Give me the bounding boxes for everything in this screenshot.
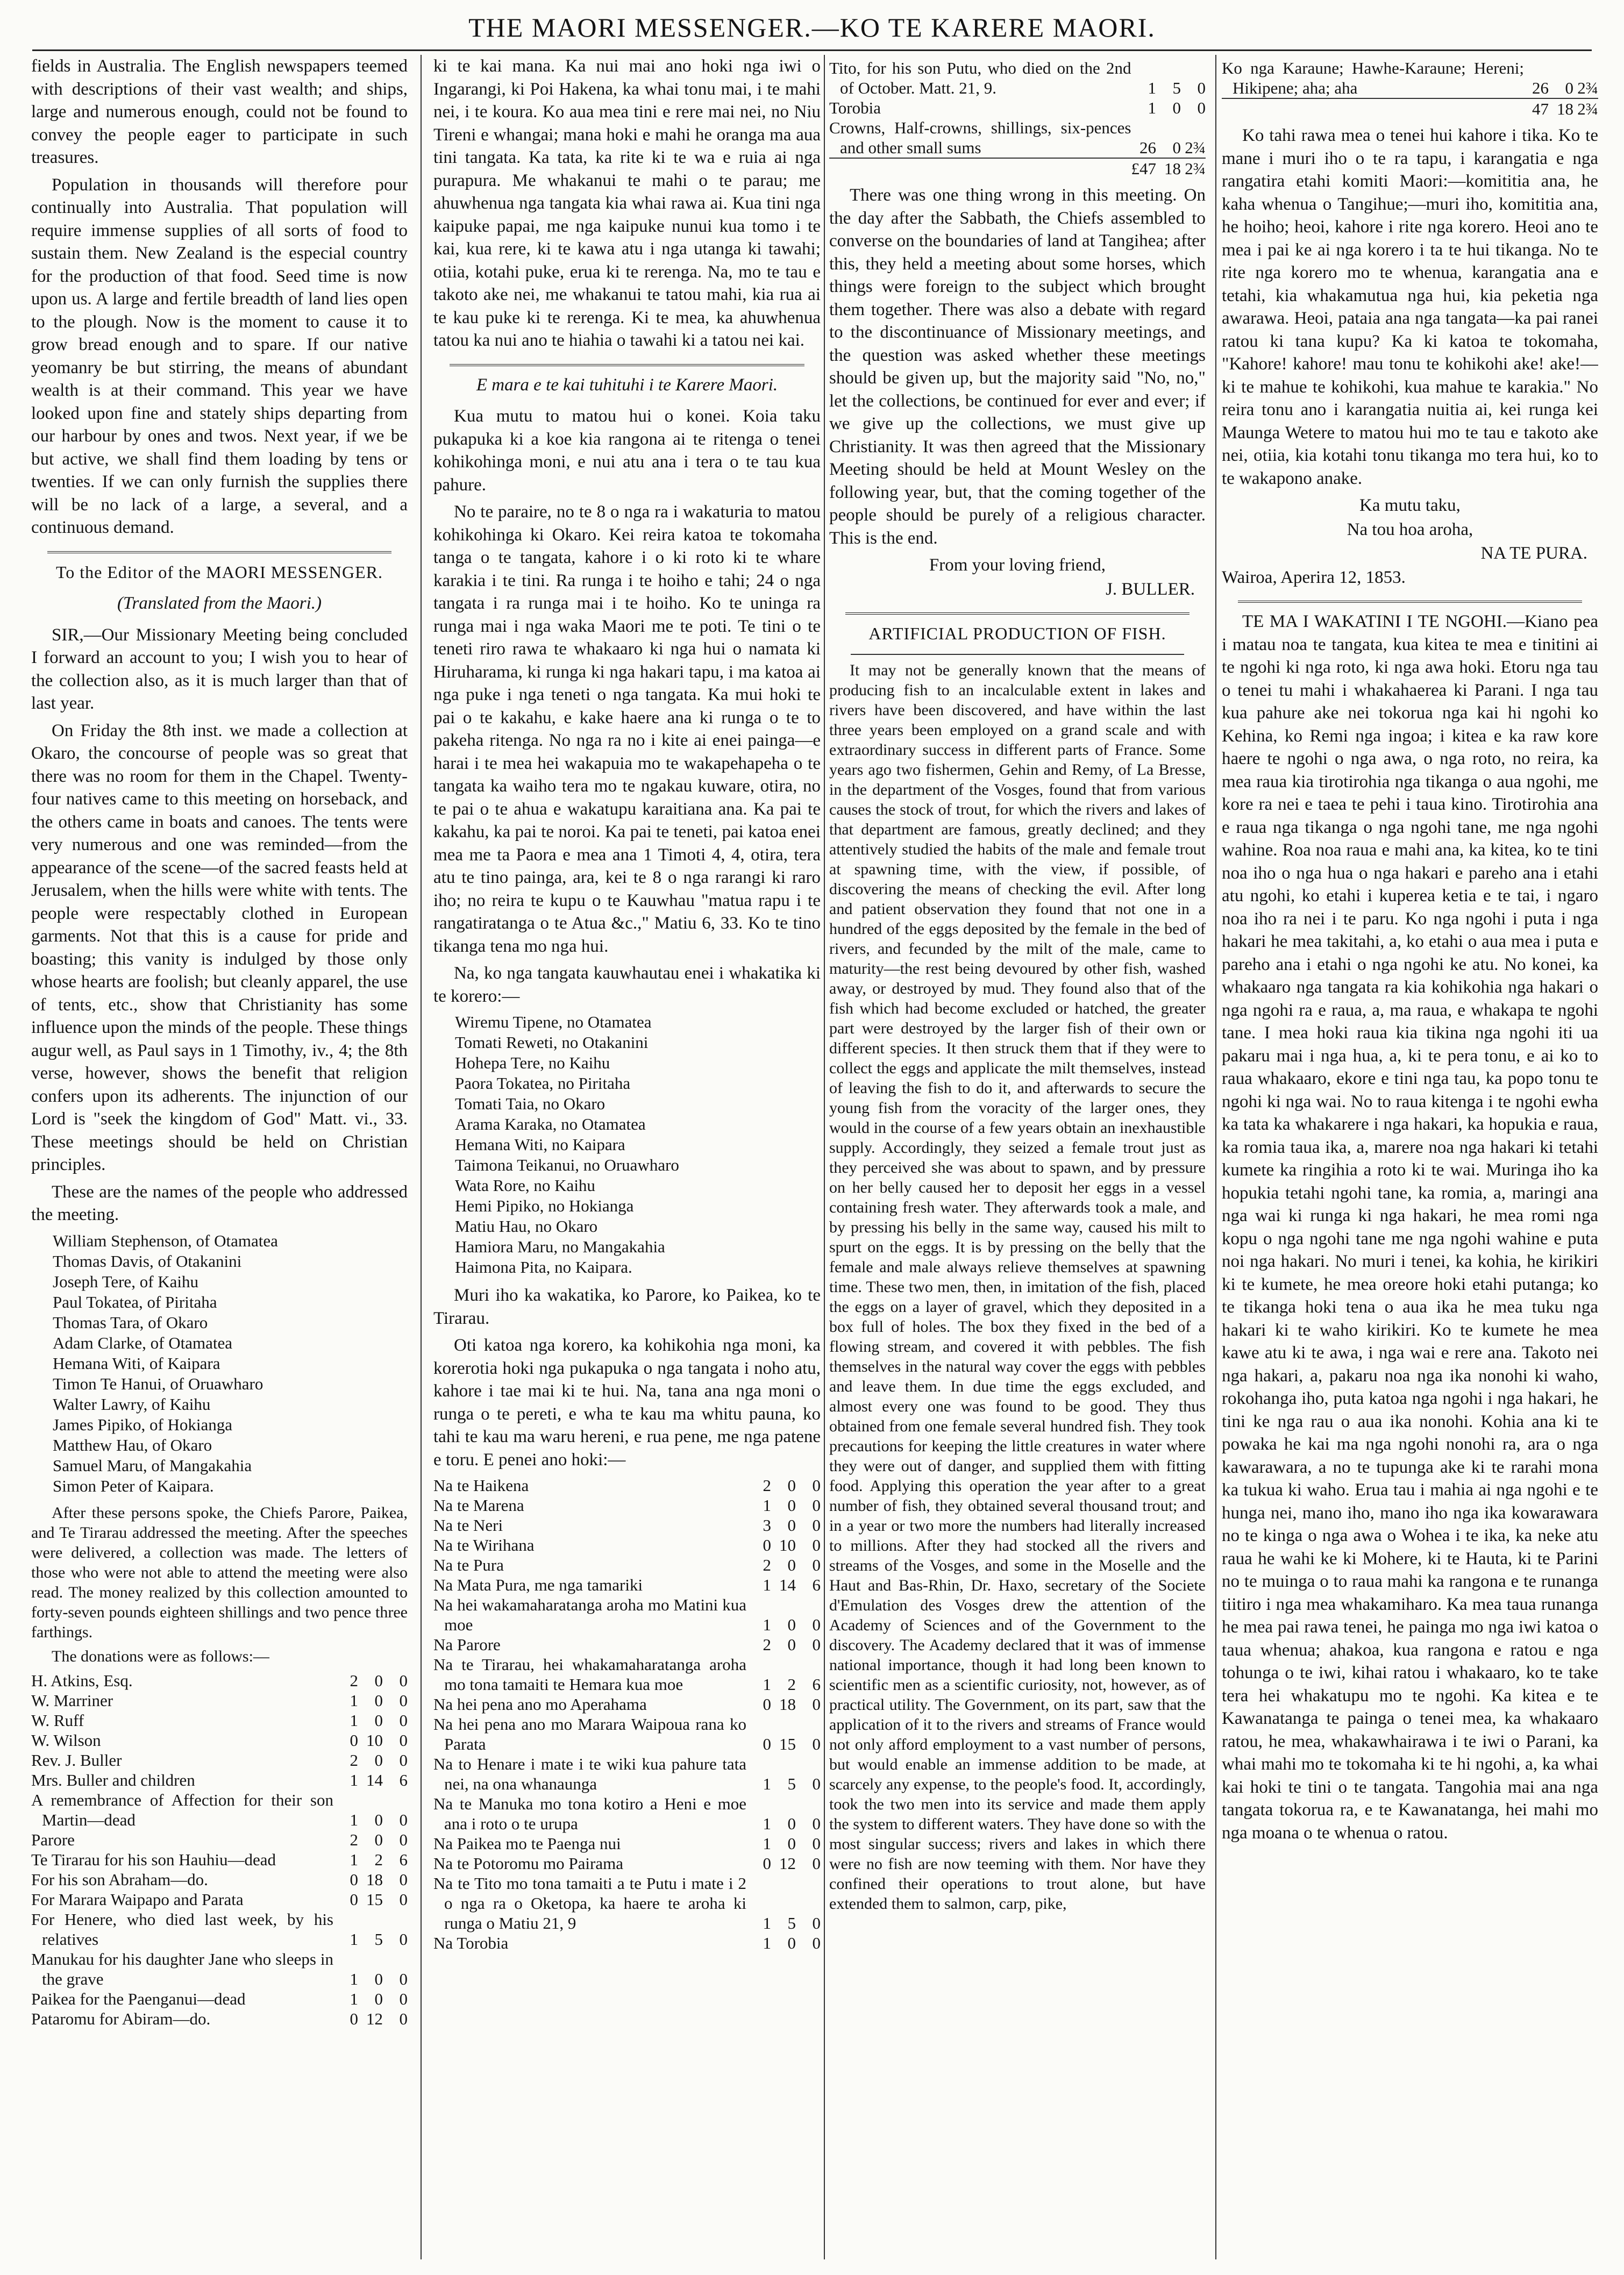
donor: W. Wilson [31, 1730, 101, 1750]
table-row [433, 1754, 821, 1794]
total-pounds: 47 [1524, 98, 1549, 119]
pounds: 2 [763, 1476, 771, 1495]
shillings: 5 [787, 1914, 796, 1932]
table-row [31, 1691, 408, 1710]
pounds: 1 [1148, 98, 1156, 117]
paragraph: Ko tahi rawa mea o tenei hui kahore i tika. Ko te mane i muri iho o te ra tapu, i karangatia e nga rangatira etahi komiti Maori:—komititia ana, he kaha whenua o Tangihue;—muri iho, komititia ana, he hoiho; heoi, kahore i rite nga korero. Heoi ano te mea i pai ke ai nga korero i ta te hui tikanga. No te rite nga korero mo te whenua, karangatia ana e tetahi, kia whakamutua nga hui, kia peketia nga awarawa. Heoi, pataia ana nga tangata—ka pai ranei ratou ki tana kupu? Ka ki katoa te tokomaha, "Kahore! kahore! mau tonu te kohikohi ake! ake!—ki te mahue te kohikohi, kua mahue te karakia." No reira tonu ano i karangatia nuitia ai, kei runga kei Maunga Wetere to matou hui mo te tau e takoto ake nei, otiia, kia kotahi tonu tikanga mo tera hui, ko to te wakapono anake. [1222, 126, 1598, 488]
pounds: 2 [350, 1750, 358, 1770]
speaker-name: Paul Tokatea, of Piritaha [53, 1292, 217, 1311]
table-row [1222, 58, 1598, 98]
donor: Na te Potoromu mo Pairama [433, 1854, 623, 1873]
total-row [829, 158, 1206, 179]
shillings: 0 [374, 1750, 383, 1770]
speaker-name: Joseph Tere, of Kaihu [53, 1272, 199, 1291]
donor: Na te Neri [433, 1516, 503, 1535]
donation-table [31, 1671, 408, 2029]
pounds: 1 [763, 1934, 771, 1952]
pence: 0 [812, 1496, 821, 1515]
section-rule [450, 364, 804, 366]
speaker-name: Samuel Maru, of Mangakahia [53, 1456, 252, 1475]
table-row [31, 1889, 408, 1909]
table-row [31, 1671, 408, 1691]
paragraph: ki te kai mana. Ka nui mai ano hoki nga iwi o Ingarangi, ki Poi Hakena, ka whai tonu mai, i te mahi nei, i te koura. Ko aua mea tini e rere mai nei, no Niu Tireni e whangai; mana hoki e mahi he oranga ma aua tini tangata. Ka tata, ka rite ki te wa e ruia ai nga purapura. Me whakanui te mahi o te parau; me ahuwhenua nga tangata kia whai rawa ai. Kua tini nga kaipuke papai, me nga kaipuke nunui kua tomo i te kai, kua rere, ki te kawa atu i nga utanga ki tawahi; otiia, kotahi puke, erua ki te rerenga. Na, mo te tau e takoto ake nei, me whakanui te tatou mahi, kia rua ai te kau puke ki te rerenga. Ki te mea, ka ahuwhenua tatou ka nui ano te hiahia o tawahi ki a tatou nei kai. [433, 56, 821, 350]
pence: 0 [399, 1889, 408, 1909]
pounds: 1 [1148, 79, 1156, 97]
shillings: 0 [787, 1635, 796, 1654]
donor: Paikea for the Paenganui—dead [31, 1989, 246, 2008]
donor: Na te Manuka mo tona kotiro a Heni e moe ana i roto o te urupa [433, 1794, 746, 1833]
table-row [433, 1535, 821, 1555]
total-shillings: 18 [1549, 98, 1573, 119]
table-row [433, 1654, 821, 1694]
speaker-name: Thomas Davis, of Otakanini [53, 1251, 242, 1271]
table-row [433, 1933, 821, 1953]
speaker-name: Hohepa Tere, no Kaihu [455, 1053, 610, 1072]
pounds: 26 [1139, 138, 1156, 157]
paragraph: After these persons spoke, the Chiefs Parore, Paikea, and Te Tirarau addressed the meeting. After the speeches were delivered, a collection was made. The letters of those who were not able to attend the meeting were also read. The money realized by this collection amounted to forty-seven pounds eighteen shillings and two pence three farthings. [31, 1503, 408, 1641]
column-4 [1222, 55, 1598, 2265]
table-row [829, 118, 1206, 158]
paragraph: Kua mutu to matou hui o konei. Koia taku pukapuka ki a koe kia rangona ai te ritenga o tenei kohikohinga moni, e nui atu ana i tera o te tau kua pahure. [433, 406, 821, 495]
paragraph: SIR,—Our Missionary Meeting being concluded I forward an account to you; I wish you to hear of the collection also, as it is much larger than that of last year. [31, 625, 408, 713]
donor: Mrs. Buller and children [31, 1770, 195, 1789]
table-row [433, 1575, 821, 1595]
table-row [433, 1694, 821, 1714]
pence: 0 [399, 1750, 408, 1770]
table-row [31, 1870, 408, 1889]
table-row [31, 1770, 408, 1790]
table-row [829, 58, 1206, 98]
donor: Tito, for his son Putu, who died on the 2nd of October. Matt. 21, 9. [829, 59, 1131, 97]
pounds: 0 [350, 1730, 358, 1750]
pounds: 1 [350, 1929, 358, 1949]
paragraph: The donations were as follows:— [52, 1647, 269, 1665]
shillings: 0 [1172, 138, 1181, 157]
paragraph: fields in Australia. The English newspapers teemed with descriptions of their vast wealth; and ships, large and numerous enough, could not be found to convey the people eager to participate in such treasures. [31, 56, 408, 167]
speaker-name: Tomati Reweti, no Otakanini [455, 1033, 649, 1052]
pounds: 2 [350, 1671, 358, 1690]
pence: 6 [399, 1770, 408, 1789]
pounds: 0 [350, 1889, 358, 1909]
signature: NA TE PURA. [1480, 544, 1587, 563]
speaker-name: Arama Karaka, no Otamatea [455, 1115, 646, 1133]
pounds: 1 [763, 1774, 771, 1793]
donor: Na to Henare i mate i te wiki kua pahure tata nei, na ona whanaunga [433, 1755, 746, 1793]
shillings: 0 [787, 1615, 796, 1634]
total-pence: 2¾ [1181, 158, 1206, 179]
column-2 [433, 55, 821, 2265]
pence: 0 [812, 1735, 821, 1753]
table-row [31, 1710, 408, 1730]
pounds: 0 [763, 1735, 771, 1753]
shillings: 0 [374, 1691, 383, 1710]
speaker-name: Matiu Hau, no Okaro [455, 1217, 598, 1236]
pence: 0 [399, 1870, 408, 1889]
shillings: 0 [374, 1830, 383, 1849]
paragraph: On Friday the 8th inst. we made a collection at Okaro, the concourse of people was so great that there was no room for them in the Chapel. Twenty-four natives came to this meeting on horseback, and the others came in boats and canoes. The tents were very numerous and one was reminded—from the appearance of the scene—of the sacred feasts held at Jerusalem, when the hills were white with tents. The people were respectably clothed in European garments. Not that this is a cause for pride and boasting; this vanity is indulged by those only whose hearts are foolish; but cleanly apparel, the use of tents, etc., show that Christianity has some influence upon the minds of the people. These things augur well, as Paul says in 1 Timothy, iv., 4; the 8th verse, however, shows the benefit that religion confers upon its adherents. The injunction of our Lord is "seek the kingdom of God" Matt. vi., 33. These meetings should be held on Christian principles. [31, 721, 408, 1174]
table-row [31, 1730, 408, 1750]
table-row [31, 1909, 408, 1949]
donor: Rev. J. Buller [31, 1750, 122, 1770]
speaker-name: Simon Peter of Kaipara. [53, 1476, 214, 1495]
shillings: 0 [374, 1810, 383, 1829]
pence: 0 [399, 1810, 408, 1829]
pence: 0 [812, 1476, 821, 1495]
pounds: 1 [350, 1989, 358, 2008]
donor: For Henere, who died last week, by his relatives [31, 1909, 333, 1949]
donor: Crowns, Half-crowns, shillings, six-pences and other small sums [829, 118, 1131, 157]
shillings: 2 [787, 1675, 796, 1694]
shillings: 0 [787, 1516, 796, 1535]
shillings: 14 [366, 1770, 383, 1789]
donor: Na Parore [433, 1635, 501, 1654]
signature: J. BULLER. [1106, 579, 1195, 599]
speaker-name: Hamiora Maru, no Mangakahia [455, 1237, 665, 1256]
speaker-name: Haimona Pita, no Kaipara. [455, 1258, 632, 1276]
section-rule [845, 612, 1189, 615]
donor: For Marara Waipapo and Parata [31, 1889, 244, 1909]
table-row [433, 1714, 821, 1754]
shillings: 0 [787, 1814, 796, 1833]
paragraph: Population in thousands will therefore pour continually into Australia. That population will require immense supplies of all sorts of food to sustain them. New Zealand is the especial country for the production of that food. Seed time is now upon us. A large and fertile breadth of land lies open to the plough. Now is the moment to cause it to grow bread enough and to spare. If our native yeomanry be but stirring, the means of abundant wealth is at their command. This year we have looked upon fine and stately ships departing from our harbour by ones and twos. Next year, if we be but active, we shall find them loading by tens or twenties. If we can only furnish the supplies there will be no lack of a large, a several, and a continuous demand. [31, 175, 408, 537]
shillings: 0 [374, 1671, 383, 1690]
donor: Na Paikea mo te Paenga nui [433, 1834, 621, 1853]
speaker-list [53, 1231, 408, 1496]
shillings: 0 [1565, 79, 1573, 97]
pence: 0 [399, 1691, 408, 1710]
paragraph: Na, ko nga tangata kauwhautau enei i whakatika ki te korero:— [433, 964, 821, 1006]
column-1 [31, 55, 408, 2265]
speaker-name: Hemana Witi, no Kaipara [455, 1135, 625, 1154]
shillings: 5 [1172, 79, 1181, 97]
paragraph: It may not be generally known that the means of producing fish to an incalculable extent in lakes and rivers have been discovered, and have within the last three years been employed on a grand scale and with extraordinary success in different parts of France. Some years ago two fishermen, Gehin and Remy, of La Bresse, in the department of the Vosges, found that from various causes the stock of trout, for which the rivers and lakes of that department are famous, greatly declined; and they attentively studied the habits of the male and female trout at spawning time, with the view, if possible, of discovering the means of checking the evil. After long and patient observation they found that not one in a hundred of the eggs deposited by the female in the bed of rivers, and fecunded by the milt of the male, came to maturity—the rest being devoured by other fish, washed away, or destroyed by mud. They found also that of the fish which had become excluded or hatched, the greater part were destroyed by the larger fish of their own or different species. It then struck them that if they were to collect the eggs and applicate the milt themselves, instead of leaving the fish to do it, and afterwards to secure the young fish from the voracity of the larger ones, they would in the course of a few years obtain an inexhaustible supply. Accordingly, they seized a female trout just as they perceived she was about to spawn, and by pressure on her belly caused her to deposit her eggs in a vessel containing fresh water. They afterwards took a male, and by pressing his belly in the same way, caused his milt to spurt on the eggs. It is by pressing on the belly that the female and male always relieve themselves at spawning time. These two men, then, in imitation of the fish, placed the eggs on a layer of gravel, which they deposited in a box full of holes. The box they fixed in the bed of a flowing stream, and covered it with pebbles. The fish themselves in the natural way cover the eggs with pebbles and leave them. In due time the eggs excluded, and almost every one was found to be good. They thus obtained from one female several hundred fish. They took precautions for keeping the little creatures in water where they were out of danger, and supplied them with fitting food. Applying this operation the year after to a great number of fish, they obtained several thousand trout; and in a year or two more the numbers had literally increased to millions. After they had stocked all the rivers and streams of the Vosges, and some in the Moselle and the Haut and Bas-Rhin, Dr. Haxo, secretary of the Societe d'Emulation des Vosges drew the attention of the Academy of Sciences and of the Government to the discovery. The Academy declared that it was of immense national importance, though it had long been known to scientific men as a scientific curiosity, not, however, as of practical utility. The Government, on its part, saw that the application of it to the rivers and streams of France would not only afford employment to a vast number of persons, but would enable an immense addition to be made, at scarcely any expense, to the people's food. It, accordingly, took the two men into its service and made them apply the system to different waters. They have done so with the most singular success; rivers and lakes in which there were no fish are now teeming with them. Nor have they confined their operations to trout alone, but have extended them to salmon, carp, pike, [829, 661, 1206, 1913]
speaker-name: Timon Te Hanui, of Oruawharo [53, 1374, 263, 1393]
shillings: 12 [366, 2009, 383, 2028]
donor: Na Mata Pura, me nga tamariki [433, 1575, 643, 1594]
shillings: 5 [787, 1774, 796, 1793]
donor: Na te Marena [433, 1496, 524, 1515]
table-row [433, 1853, 821, 1873]
column-divider [824, 55, 825, 2259]
donor: W. Ruff [31, 1710, 84, 1730]
total-row [1222, 98, 1598, 119]
speaker-name: Wiremu Tipene, no Otamatea [455, 1012, 652, 1031]
signoff: From your loving friend, [929, 555, 1106, 575]
pounds: 2 [763, 1635, 771, 1654]
shillings: 15 [366, 1889, 383, 1909]
place-date: Wairoa, Aperira 12, 1853. [1222, 567, 1406, 587]
column-3 [829, 55, 1206, 2265]
table-row [433, 1834, 821, 1853]
column-divider [1215, 55, 1216, 2259]
donor: Ko nga Karaune; Hawhe-Karaune; Hereni; Hikipene; aha; aha [1222, 59, 1524, 97]
speaker-name: Taimona Teikanui, no Oruawharo [455, 1156, 679, 1174]
shillings: 18 [779, 1695, 796, 1714]
shillings: 18 [366, 1870, 383, 1889]
pence: 0 [399, 1730, 408, 1750]
pounds: 1 [350, 1810, 358, 1829]
donor: Na te Wirihana [433, 1536, 535, 1554]
pounds: 1 [763, 1814, 771, 1833]
shillings: 0 [787, 1556, 796, 1574]
pounds: 1 [763, 1496, 771, 1515]
pence: 0 [812, 1914, 821, 1932]
pence: 0 [812, 1556, 821, 1574]
pence: 0 [812, 1615, 821, 1634]
pounds: 1 [350, 1770, 358, 1789]
donation-table [1222, 58, 1598, 119]
table-row [31, 1750, 408, 1770]
pounds: 0 [763, 1695, 771, 1714]
translation-note: (Translated from the Maori.) [117, 594, 322, 613]
pence: 2¾ [1577, 79, 1598, 97]
pounds: 1 [350, 1691, 358, 1710]
pence: 6 [812, 1575, 821, 1594]
pounds: 1 [350, 1710, 358, 1730]
total-pounds: £47 [1131, 159, 1156, 178]
table-row [31, 2009, 408, 2029]
shillings: 0 [787, 1834, 796, 1853]
pounds: 1 [763, 1675, 771, 1694]
donor: Na te Pura [433, 1556, 504, 1574]
table-row [433, 1475, 821, 1495]
table-row [31, 1830, 408, 1850]
pence: 0 [399, 1989, 408, 2008]
pounds: 1 [763, 1575, 771, 1594]
signoff: Na tou hoa aroha, [1347, 519, 1473, 539]
pounds: 2 [350, 1830, 358, 1849]
donor: H. Atkins, Esq. [31, 1671, 133, 1690]
pence: 0 [812, 1536, 821, 1554]
pounds: 0 [763, 1536, 771, 1554]
table-row [433, 1515, 821, 1535]
pence: 6 [812, 1675, 821, 1694]
donor: Na te Tirarau, hei whakamaharatanga aroha mo tona tamaiti te Hemara kua moe [433, 1655, 746, 1694]
table-row [433, 1595, 821, 1635]
donation-table [829, 58, 1206, 179]
pence: 0 [812, 1635, 821, 1654]
pence: 0 [812, 1814, 821, 1833]
pounds: 0 [350, 2009, 358, 2028]
paragraph: These are the names of the people who addressed the meeting. [31, 1182, 408, 1224]
donor: Na te Haikena [433, 1476, 529, 1495]
pence: 0 [399, 1671, 408, 1690]
pence: 0 [812, 1934, 821, 1952]
table-row [433, 1635, 821, 1654]
speaker-name: Thomas Tara, of Okaro [53, 1313, 208, 1332]
donor: Na hei pena ano mo Marara Waipoua rana ko Parata [433, 1715, 746, 1753]
section-rule [47, 551, 391, 553]
speaker-name: William Stephenson, of Otamatea [53, 1231, 278, 1250]
pounds: 26 [1532, 79, 1549, 97]
pence: 0 [812, 1516, 821, 1535]
shillings: 0 [787, 1934, 796, 1952]
pence: 0 [1197, 79, 1206, 97]
donor: Na Torobia [433, 1934, 509, 1952]
pence: 0 [812, 1695, 821, 1714]
masthead-title: THE MAORI MESSENGER.—KO TE KARERE MAORI. [468, 12, 1156, 42]
donor: Na hei pena ano mo Aperahama [433, 1695, 647, 1714]
signoff: Ka mutu taku, [1359, 496, 1461, 515]
table-row [31, 1850, 408, 1870]
table-row [433, 1794, 821, 1834]
speaker-name: James Pipiko, of Hokianga [53, 1415, 233, 1434]
paragraph: TE MA I WAKATINI I TE NGOHI.—Kiano pea i matau noa te tangata, kua kitea te mea e tinitini ai te ngohi ki nga roto, ki nga awa hoki. Etoru nga tau o tenei tu mahi i whakahaerea ki Parani. I nga tau kua pahure ake nei tokorua nga kai hi ngohi ko Kehina, ko Remi nga ingoa; i kitea e ka raw kore haere te ngohi o nga awa, o nga roto, no reira, ka mea raua kia tirotirohia nga tikanga o aua ngohi, me kore ra nei e taea te pehi i taua kino. Tirotirohia ana e raua nga tikanga o nga ngohi tane, me nga ngohi wahine. Roa noa raua e mahi ana, ka kitea, ko te tini noa iho o nga hua o nga hakari e pareho ana i etahi atu ngohi, ko etahi i kuperea ketia e te tai, i ngaro noa iho ra nei i te paru. Ko nga ngohi i puta i nga hakari he mea takitahi, a, ko etahi o aua mea i puta e pareho ana i etahi o nga ngohi ke atu. No konei, ka whakaaro nga tangata ra kia kohikohia nga hakari o nga ngohi ra e raua, a, ma raua, e whakapa te ngohi tane. I mea hoki raua kia tikina nga ngohi iti ua pakaru mai i nga hua, a, ki te pera tonu, e ai ko to raua whakaaro, ekore e tini nga tau, ka popo tonu te ngohi ki nga wai. No to raua kitenga i te ngohi ewha ka tata ka whakarere i nga hakari, ka hopukia e raua, ka romia taua ika, a, marere noa nga hakari ki tetahi kumete ka ringihia a roto ki te wai. Muringa iho ka hopukia tetahi ngohi tane, ka romia, a, maringi ana nga wai ki runga ki nga hakari, he mea romi nga kopu o nga ngohi tane me nga ngohi wahine e puta noi nga hakari. No muri i tenei, ka kohia, he kirikiri ki te kumete, he mea oreore hoki etahi putanga; ko te tikanga hoki tena o aua ika he mea tuku nga hakari ki te waho kirikiri. Ko te kumete he mea kawe atu ki te awa, i nga wai e rere ana. Takoto nei nga hakari, a, pakaru noa nga ika nonohi ki waho, rokohanga iho, puta katoa nga ngohi i nga hakari, he tini ke nga rau o aua ika nonohi. Kohia ana ki te powaka he kai ma nga ngohi nonohi ra, ara o nga kawarawara, a no te tupunga ake ki te rarahi mona ka tukua ki waho. Erua tau i mahia ai nga ngohi e te hunga nei, mano iho, mano iho nga ika kowarawara no te kinga o nga awa o Wohea i te ika, ka neke atu raua he wahi ke ki Mohere, ki te Hauta, ki te Parini no te muinga o to raua mahi ka rangona e te runanga tiitiro i nga mea whakamiharo. Ka mea taua runanga he mea pai rawa tenei, he painga mo nga iwi katoa o taua whenua; ahakoa, kua rangona e ratou e nga tohunga o te iwi, kihai ratou i whakaaro, ko te take tera hei whakatupu mo te ngohi. Ka kitea e te Kawanatanga te painga o tenei mea, ka whakaaro ratou, he mea, whakawhairawa i te iwi o Parani, ka whai mahi mo te tokomaha ki te hi ngohi, a, ka whai kai hoki te tini o te tangata. Tangohia mai ana nga tangata tokorua ra, e te Kawanatanga, hei mahi mo nga moana o te whenua o ratou. [1222, 612, 1598, 1843]
donor: Torobia [829, 98, 881, 117]
pounds: 0 [763, 1854, 771, 1873]
section-rule [1238, 601, 1582, 603]
total-shillings: 18 [1156, 158, 1181, 179]
paragraph: No te paraire, no te 8 o nga ra i wakaturia to matou kohikohinga ki Okaro. Kei reira katoa te tokomaha tanga o te tangata, kahore i o ki roto ki te whare karakia i te tini. Ra runga i te hoiho e tahi; 24 o nga tangata i ra runga mai i te hoiho. Ko te uninga ra runga mai i nga waka Maori me te poti. Te tini o te teneti riro rawa te whakaaro ki nga hui o namata ki Hiruharama, ki runga ki nga hakari tapu, i ma katoa ai nga puke i nga teneti o nga tangata. Ka mui hoki te pai o te kakahu, e kake haere ana ki runga o te to pakeha ritenga. No nga ra no i kite ai enei painga—e harai i te mea hei wakapuia mo te wakapehapeha o te tangata ka waiho tera mo te ngakau kuware, otira, no te pai o te ahua e wakatupu karaitiana ana. Ka pai te kakahu, ka pai te noroi. Ka pai te teneti, pai katoa enei mea me ta Paora e mea ana 1 Timoti 4, 4, otira, tera atu te tino painga, ara, kei te 8 o nga rarangi ki raro iho; no reira te kupu o te Kauwhau "matua rapu i te rangatiratanga o te Atua &c.," Matiu 6, 33. Ko te tino tikanga tena mo nga hui. [433, 502, 821, 956]
pence: 0 [399, 1969, 408, 1988]
shillings: 2 [374, 1850, 383, 1869]
shillings: 15 [779, 1735, 796, 1753]
donor: A remembrance of Affection for their son Martin—dead [31, 1790, 333, 1829]
table-row [433, 1495, 821, 1515]
pence: 0 [399, 2009, 408, 2028]
donor: Te Tirarau for his son Hauhiu—dead [31, 1850, 276, 1869]
shillings: 14 [779, 1575, 796, 1594]
speaker-name: Walter Lawry, of Kaihu [53, 1394, 211, 1414]
article-heading: ARTIFICIAL PRODUCTION OF FISH. [868, 624, 1166, 643]
pence: 2¾ [1185, 138, 1206, 157]
masthead-rule [32, 49, 1592, 51]
shillings: 12 [779, 1854, 796, 1873]
pounds: 2 [763, 1556, 771, 1574]
column-divider [421, 55, 422, 2259]
shillings: 0 [787, 1496, 796, 1515]
paragraph: There was one thing wrong in this meeting. On the day after the Sabbath, the Chiefs assembled to converse on the boundaries of land at Tangihea; after this, they held a meeting about some horses, which things were foreign to the subject which brought them together. There was also a debate with regard to the discontinuance of Missionary meetings, and the question was asked whether these meetings should be given up, but the majority said "No, no," let the collections, be continued for ever and ever; if we give up the collections, we must give up Christianity. It was then agreed that the Missionary Meeting should be held at Mount Wesley on the following year, but, that the coming together of the people should be purely of a religious character. This is the end. [829, 186, 1206, 548]
donation-table [433, 1475, 821, 1953]
heading-rule [851, 654, 1184, 655]
donor: Parore [31, 1830, 75, 1849]
table-row [829, 98, 1206, 118]
shillings: 0 [374, 1989, 383, 2008]
shillings: 0 [787, 1476, 796, 1495]
pence: 0 [399, 1830, 408, 1849]
speaker-name: Hemi Pipiko, no Hokianga [455, 1196, 634, 1215]
donor: Na te Tito mo tona tamaiti a te Putu i mate i 2 o nga ra o Oketopa, ka haere te aroha ki runga o Matiu 21, 9 [433, 1874, 746, 1932]
table-row [31, 1790, 408, 1830]
speaker-name: Wata Rore, no Kaihu [455, 1176, 595, 1195]
pence: 0 [812, 1834, 821, 1853]
total-pence: 2¾ [1573, 98, 1598, 119]
pounds: 1 [763, 1914, 771, 1932]
shillings: 0 [1172, 98, 1181, 117]
shillings: 0 [374, 1710, 383, 1730]
shillings: 0 [374, 1969, 383, 1988]
shillings: 5 [374, 1929, 383, 1949]
donor: Pataromu for Abiram—do. [31, 2009, 211, 2028]
pounds: 1 [763, 1615, 771, 1634]
pounds: 1 [350, 1969, 358, 1988]
speaker-name: Hemana Witi, of Kaipara [53, 1353, 220, 1373]
speaker-list [455, 1012, 821, 1278]
table-row [433, 1873, 821, 1933]
pence: 0 [812, 1774, 821, 1793]
shillings: 10 [366, 1730, 383, 1750]
speaker-name: Matthew Hau, of Okaro [53, 1435, 212, 1454]
pounds: 0 [350, 1870, 358, 1889]
pence: 6 [399, 1850, 408, 1869]
pence: 0 [399, 1929, 408, 1949]
pence: 0 [812, 1854, 821, 1873]
pence: 0 [1197, 98, 1206, 117]
shillings: 10 [779, 1536, 796, 1554]
donor: Na hei wakamaharatanga aroha mo Matini kua moe [433, 1595, 746, 1634]
letter-heading: E mara e te kai tuhituhi i te Karere Maori. [476, 375, 778, 395]
table-row [31, 1989, 408, 2009]
speaker-name: Adam Clarke, of Otamatea [53, 1333, 232, 1352]
donor: Manukau for his daughter Jane who sleeps in the grave [31, 1949, 333, 1988]
speaker-name: Paora Tokatea, no Piritaha [455, 1074, 631, 1093]
pounds: 1 [763, 1834, 771, 1853]
speaker-name: Tomati Taia, no Okaro [455, 1094, 606, 1113]
donor: W. Marriner [31, 1691, 113, 1710]
paragraph: Oti katoa nga korero, ka kohikohia nga moni, ka korerotia hoki nga pukapuka o nga tangata i noho atu, kahore i tae mai ki te hui. Na, tana ana nga moni o runga o te pereti, e wha te kau ma whitu pauna, ko tahi te kau ma waru hereni, e rua pene, me nga patene e toru. E penei ano hoki:— [433, 1336, 821, 1470]
pence: 0 [399, 1710, 408, 1730]
paragraph: Muri iho ka wakatika, ko Parore, ko Paikea, ko te Tirarau. [433, 1286, 821, 1328]
letter-heading: To the Editor of the MAORI MESSENGER. [55, 562, 383, 582]
donor: For his son Abraham—do. [31, 1870, 208, 1889]
pounds: 3 [763, 1516, 771, 1535]
pounds: 1 [350, 1850, 358, 1869]
table-row [433, 1555, 821, 1575]
table-row [31, 1949, 408, 1989]
